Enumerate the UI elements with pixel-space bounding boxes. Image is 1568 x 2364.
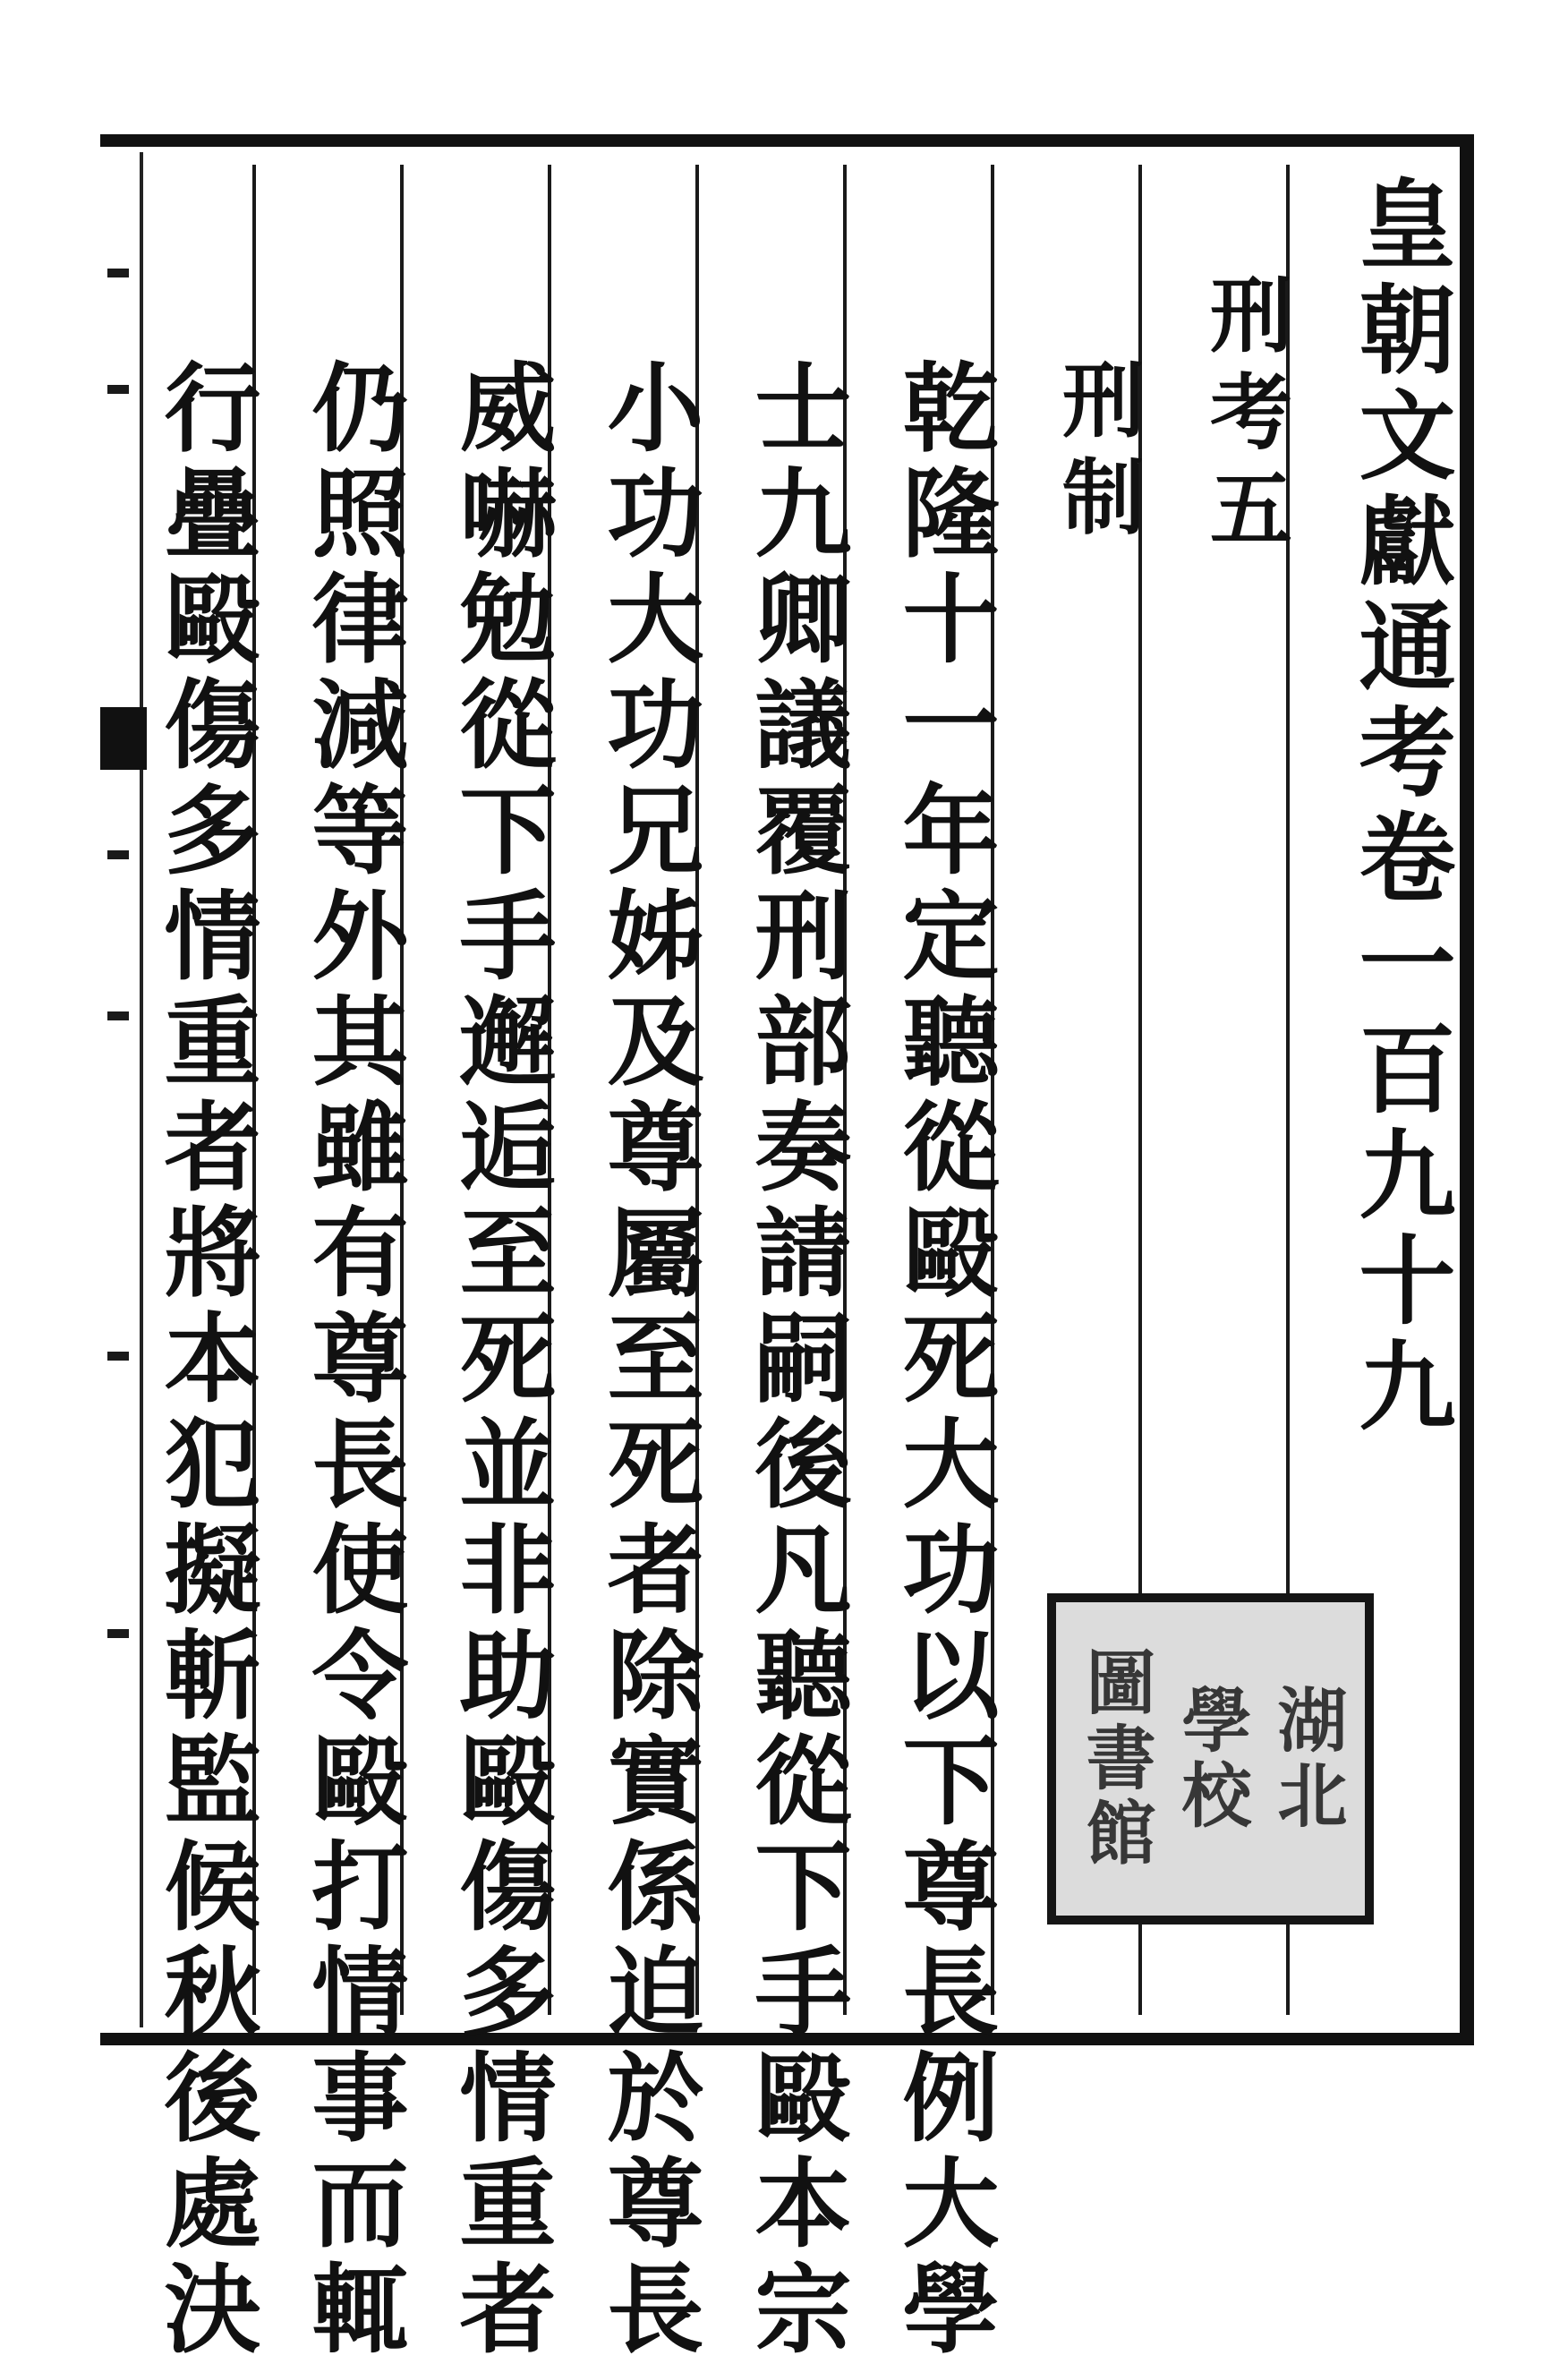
body-column-4 [400, 165, 556, 2364]
seal-grid [1067, 1613, 1354, 1905]
body-text: 小功大功兄姊及尊屬至死者除實係迫於尊長 [591, 357, 703, 2364]
body-column-2 [695, 165, 851, 2364]
seal-column: 學校 [1170, 1684, 1252, 1834]
library-seal-stamp [1047, 1593, 1374, 1924]
body-text: 仍照律減等外其雖有尊長使令毆打情事而輒 [295, 357, 408, 2364]
body-column-1 [843, 165, 999, 2364]
title-text: 皇朝文獻通考卷一百九十九 [1342, 174, 1455, 1441]
subsection-text: 刑制 [1049, 357, 1146, 550]
body-text: 威嚇勉從下手邂逅至死並非助毆傷多情重者 [443, 357, 556, 2364]
body-column-3 [548, 165, 703, 2364]
section-text: 刑考五 [1197, 272, 1293, 562]
body-column-5 [252, 165, 408, 2364]
body-text: 行疊毆傷多情重者將本犯擬斬監候秋後處決 [148, 357, 260, 2364]
seal-column: 圖書館 [1074, 1646, 1156, 1872]
body-text: 乾隆十一年定聽從毆死大功以下尊長例大學 [886, 357, 999, 2364]
body-text: 士九卿議覆刑部奏請嗣後凡聽從下手毆本宗 [738, 357, 851, 2364]
body-column-6 [143, 165, 260, 2364]
seal-column: 湖北 [1265, 1684, 1348, 1834]
